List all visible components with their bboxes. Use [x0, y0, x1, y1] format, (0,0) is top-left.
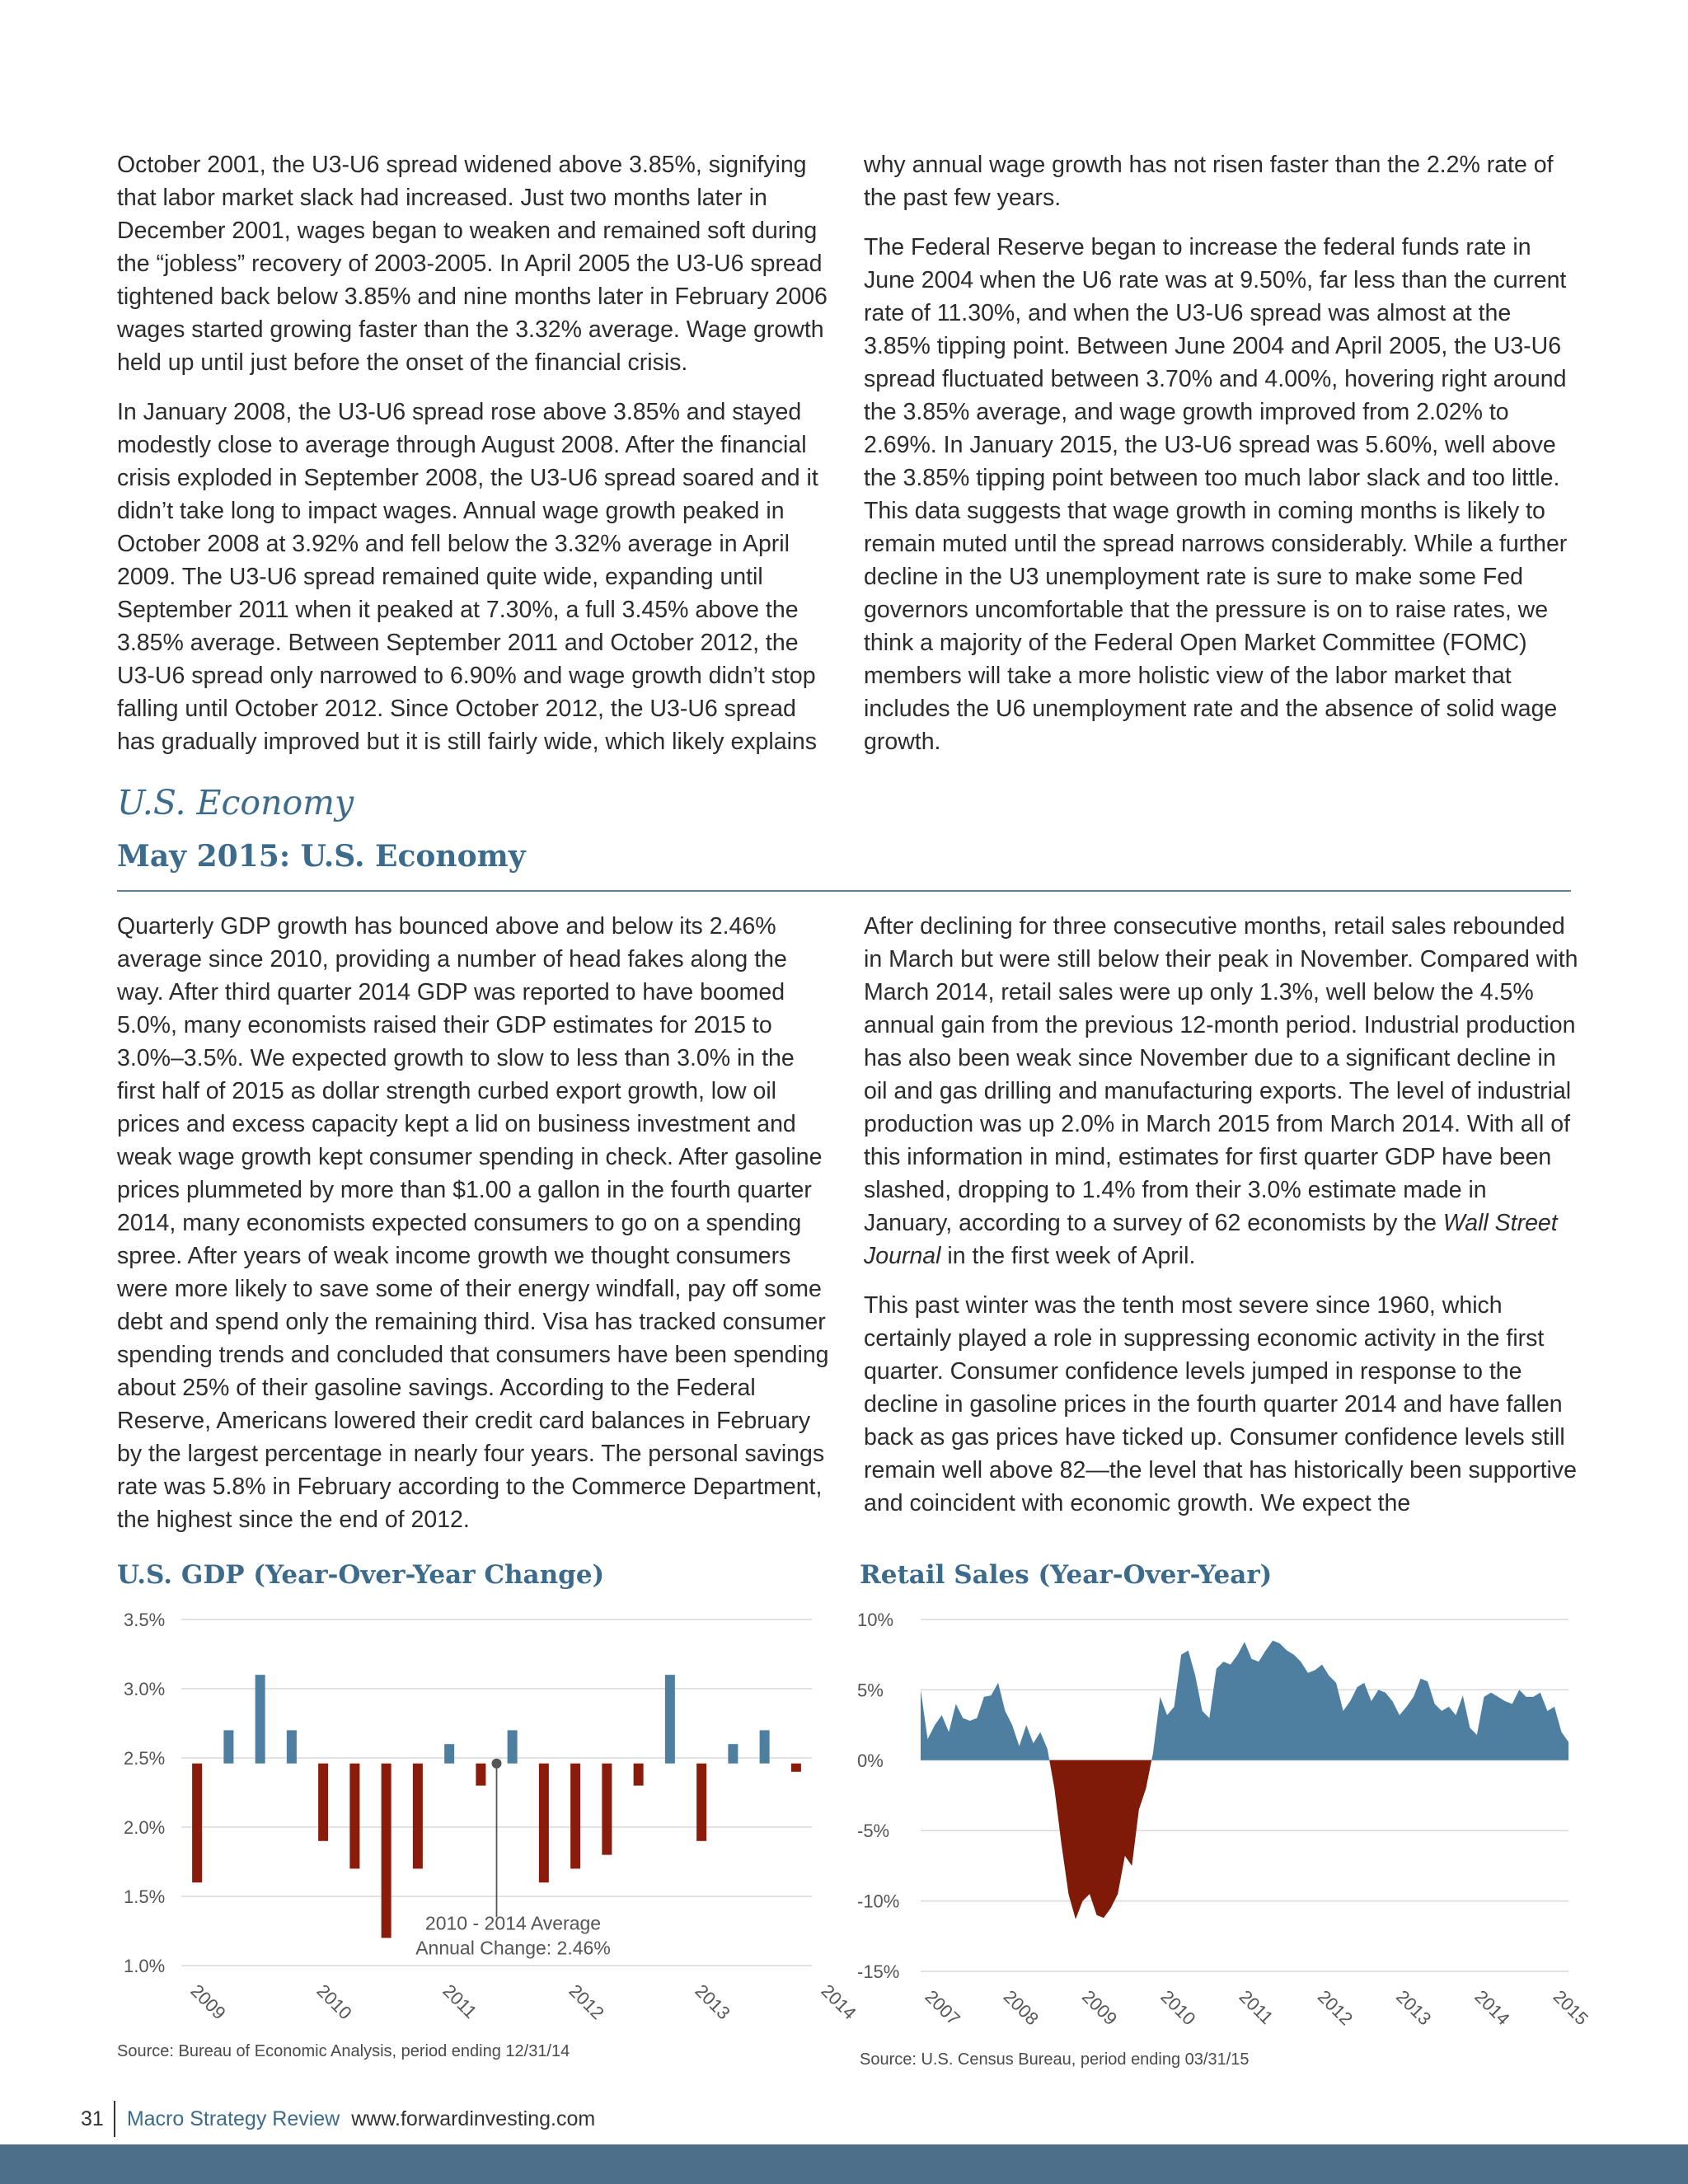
gdp-bar	[318, 1764, 328, 1841]
retail-chart-source: Source: U.S. Census Bureau, period ending 03/31/15	[860, 2050, 1250, 2069]
website-link[interactable]: www.forwardinvesting.com	[351, 2107, 596, 2130]
text-run: in the first week of April.	[940, 1243, 1196, 1269]
x-tick-label: 2009	[186, 1980, 230, 2024]
y-tick-label: 5%	[857, 1680, 884, 1701]
paragraph: Quarterly GDP growth has bounced above and below its 2.46% average since 2010, providing a number of head fakes along the way. After third quarter 2014 GDP was reported to have boomed 5.0%, many economists raised their GDP estimates for 2015 to 3.0%–3.5%. We expected growth to slow to less than 3.0% in the first half of 2015 as dollar strength curbed export growth, low oil prices and excess capacity kept a lid on business investment and weak wage growth kept consumer spending in check. After gasoline prices plummeted by more than $1.00 a gallon in the fourth quarter 2014, many economists expected consumers to go on a spending spree. After years of weak income growth we thought consumers were more likely to save some of their energy windfall, pay off some debt and spend only the remaining third. Visa has tracked consumer spending trends and concluded that consumers have been spending about 25% of their gasoline savings. According to the Federal Reserve, Americans lowered their credit card balances in February by the largest percentage in nearly four years. The personal savings rate was 5.8% in February according to the Commerce Department, the highest since the end of 2012.	[117, 913, 829, 1533]
y-tick-label: 3.0%	[124, 1679, 166, 1699]
text-run: After declining for three consecutive months, retail sales rebounded in March but were still below their peak in November. Compared with March 2014, retail sales were up only 1.3%, well below the 4.5% annual gain from the previous 12-month period. Industrial production has also been weak since November due to a significant decline in oil and gas drilling and manufacturing exports. The level of industrial production was up 2.0% in March 2015 from March 2014. With all of this information in mind, estimates for first quarter GDP have been slashed, dropping to 1.4% from their 3.0% estimate made in January, according to a survey of 62 economists by the	[864, 913, 1578, 1236]
retail-area-negative	[1049, 1760, 1151, 1919]
annotation-dot	[492, 1759, 502, 1769]
gdp-bar	[760, 1730, 770, 1763]
paragraph: The Federal Reserve began to increase the federal funds rate in June 2004 when the U6 rate was at 9.50%, far less than the current rate of 11.30%, and when the U3-U6 spread was almost at the 3.85% tipping point. Between June 2004 and April 2005, the U3-U6 spread fluctuated between 3.70% and 4.00%, hovering right around the 3.85% average, and wage growth improved from 2.02% to 2.69%. In January 2015, the U3-U6 spread was 5.60%, well above the 3.85% tipping point between too much labor slack and too little. This data suggests that wage growth in coming months is likely to remain muted until the spread narrows considerably. While a further decline in the U3 unemployment rate is sure to make some Fed governors uncomfortable that the pressure is on to raise rates, we think a majority of the Federal Open Market Committee (FOMC) members will take a more holistic view of the labor market that includes the U6 unemployment rate and the absence of solid wage growth.	[864, 234, 1568, 755]
gdp-bar	[602, 1764, 612, 1855]
body-column-bottom-left	[117, 910, 834, 1553]
x-tick-label: 2014	[817, 1980, 860, 2024]
section-title: U.S. Economy	[117, 783, 354, 823]
section-divider	[117, 890, 1571, 892]
x-tick-label: 2013	[1392, 1985, 1436, 2030]
gdp-bar	[192, 1764, 202, 1882]
subsection-title: May 2015: U.S. Economy	[117, 839, 526, 874]
y-tick-label: -10%	[857, 1891, 900, 1912]
x-tick-label: 2010	[312, 1980, 356, 2024]
page-number: 31	[81, 2107, 104, 2130]
gdp-chart-svg	[107, 1595, 860, 2024]
paragraph: why annual wage growth has not risen faster than the 2.2% rate of the past few years.	[864, 152, 1554, 211]
footer-separator	[114, 2101, 115, 2137]
body-column-bottom-right	[864, 910, 1581, 1536]
y-tick-label: -5%	[857, 1821, 890, 1842]
x-tick-label: 2015	[1549, 1985, 1592, 2030]
x-tick-label: 2010	[1156, 1985, 1200, 2030]
paragraph: This past winter was the tenth most severe since 1960, which certainly played a role in suppressing economic activity in the first quarter. Consumer confidence levels jumped in response to the decline in gasoline prices in the fourth quarter 2014 and have fallen back as gas prices have ticked up. Consumer confidence levels still remain well above 82—the level that has historically been supportive and coincident with economic growth. We expect the	[864, 1292, 1577, 1516]
gdp-chart	[107, 1595, 860, 2024]
body-column-top-right	[864, 148, 1581, 775]
retail-chart-svg	[849, 1595, 1592, 2030]
y-tick-label: 10%	[857, 1610, 894, 1630]
gdp-bar	[791, 1764, 801, 1772]
x-tick-label: 2013	[691, 1980, 734, 2024]
gdp-bar	[728, 1744, 738, 1764]
y-tick-label: 2.0%	[124, 1817, 166, 1838]
gdp-bar	[382, 1764, 392, 1938]
annotation-label: Annual Change: 2.46%	[415, 1937, 611, 1959]
gdp-bar	[570, 1764, 580, 1869]
x-tick-label: 2011	[1235, 1985, 1278, 2028]
gdp-bar	[223, 1730, 233, 1763]
x-tick-label: 2008	[999, 1985, 1043, 2030]
y-tick-label: -15%	[857, 1961, 900, 1982]
y-tick-label: 0%	[857, 1750, 884, 1771]
gdp-bar	[665, 1675, 675, 1764]
x-tick-label: 2012	[1313, 1985, 1357, 2030]
x-tick-label: 2009	[1078, 1985, 1122, 2030]
gdp-bar	[287, 1730, 297, 1763]
x-tick-label: 2011	[438, 1980, 481, 2022]
gdp-bar	[696, 1764, 706, 1841]
gdp-bar	[634, 1764, 644, 1786]
publication-title: Macro Strategy Review	[126, 2107, 340, 2130]
x-tick-label: 2012	[565, 1980, 608, 2024]
gdp-bar	[256, 1675, 265, 1764]
annotation-label: 2010 - 2014 Average	[424, 1912, 602, 1934]
gdp-bar	[508, 1730, 518, 1763]
y-tick-label: 3.5%	[124, 1610, 166, 1630]
paragraph: October 2001, the U3-U6 spread widened above 3.85%, signifying that labor market slack had increased. Just two months later in December 2001, wages began to weaken and remained soft during the “jobless” recovery of 2003-2005. In April 2005 the U3-U6 spread tightened back below 3.85% and nine months later in February 2006 wages started growing faster than the 3.32% average. Wage growth held up until just before the onset of the financial crisis.	[117, 152, 828, 376]
gdp-bar	[476, 1764, 485, 1786]
x-tick-label: 2007	[921, 1985, 964, 2030]
publication-name: Wall Street Journal	[864, 1210, 1558, 1269]
y-tick-label: 2.5%	[124, 1748, 166, 1769]
page-footer	[81, 2100, 595, 2138]
body-column-top-left	[117, 148, 834, 775]
gdp-bar	[349, 1764, 359, 1869]
paragraph: In January 2008, the U3-U6 spread rose above 3.85% and stayed modestly close to average through August 2008. After the financial crisis exploded in September 2008, the U3-U6 spread soared and it didn’t take long to impact wages. Annual wage growth peaked in October 2008 at 3.92% and fell below the 3.32% average in April 2009. The U3-U6 spread remained quite wide, expanding until September 2011 when it peaked at 7.30%, a full 3.45% above the 3.85% average. Between September 2011 and October 2012, the U3-U6 spread only narrowed to 6.90% and wage growth didn’t stop falling until October 2012. Since October 2012, the U3-U6 spread has gradually improved but it is still fairly wide, which likely explains	[117, 399, 818, 755]
retail-chart	[849, 1595, 1592, 2030]
gdp-bar	[413, 1764, 423, 1869]
footer-bar	[0, 2144, 1688, 2184]
x-tick-label: 2014	[1470, 1985, 1514, 2030]
y-tick-label: 1.0%	[124, 1956, 166, 1976]
gdp-bar	[444, 1744, 454, 1764]
retail-chart-title: Retail Sales (Year-Over-Year)	[860, 1560, 1273, 1590]
gdp-chart-title: U.S. GDP (Year-Over-Year Change)	[117, 1560, 605, 1590]
y-tick-label: 1.5%	[124, 1886, 166, 1907]
retail-area-positive	[921, 1683, 1049, 1760]
retail-area-positive	[1151, 1641, 1568, 1760]
paragraph	[864, 910, 1581, 1272]
gdp-bar	[539, 1764, 549, 1882]
gdp-chart-source: Source: Bureau of Economic Analysis, period ending 12/31/14	[117, 2042, 570, 2060]
